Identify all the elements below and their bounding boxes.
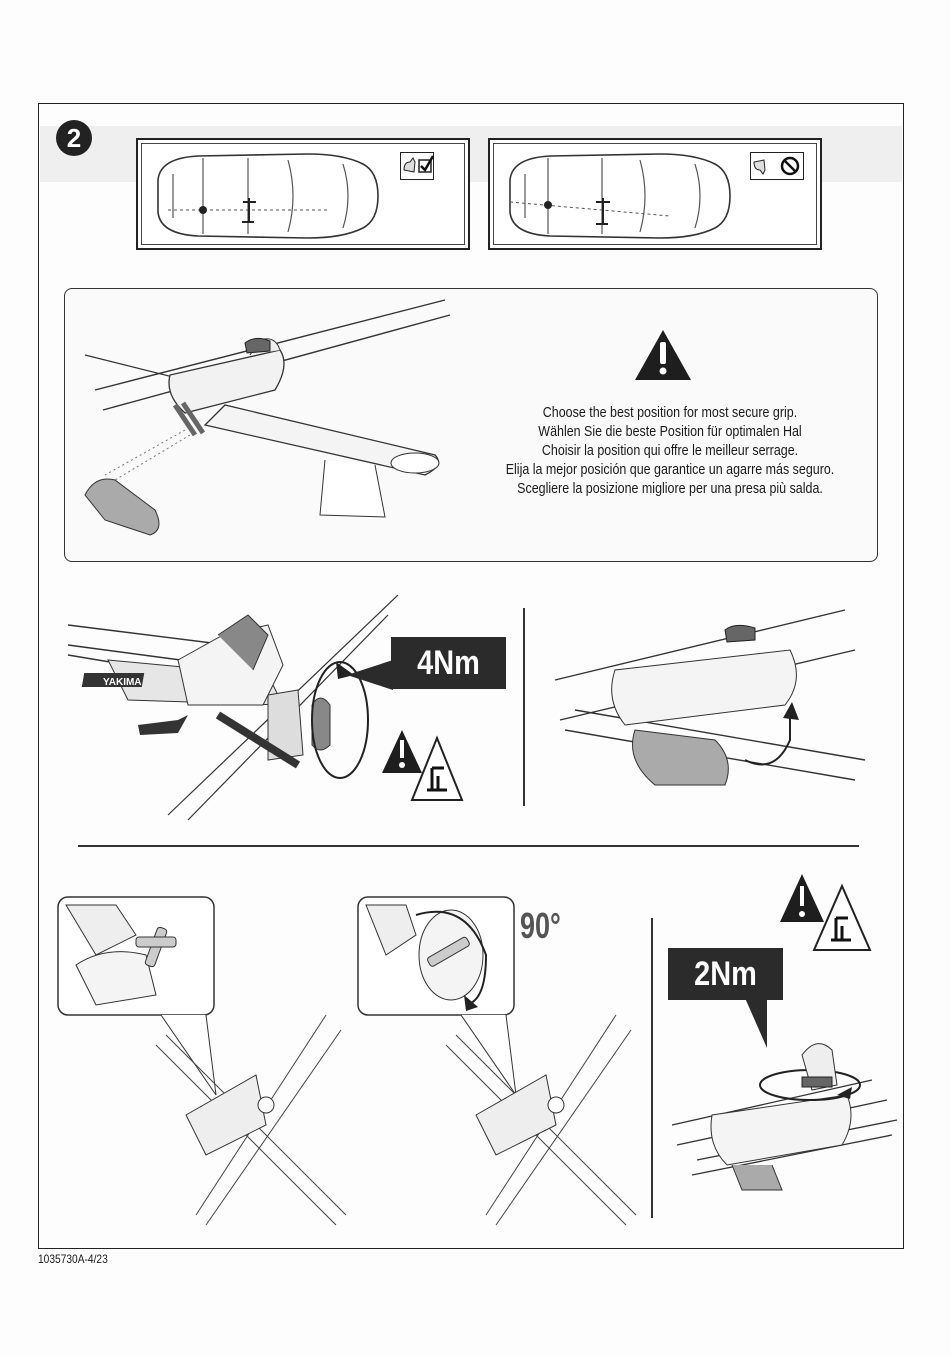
divider-vertical-mid: [523, 608, 525, 806]
check-icon: [400, 152, 434, 180]
warning-line-de: Wählen Sie die beste Position für optimalen Hal: [538, 424, 802, 440]
bar-clamp-illustration: [75, 295, 455, 555]
crossbar-closeup-illustration: [545, 610, 875, 810]
step-number-badge: 2: [56, 120, 92, 156]
brand-label: YAKIMA: [103, 677, 142, 688]
divider-horizontal: [78, 845, 859, 847]
knob-rotation-illustration: [356, 895, 656, 1225]
torque-arrow-icon: [347, 660, 393, 690]
warning-line-fr: Choisir la position qui offre le meilleur serrage.: [541, 443, 799, 459]
warning-triangle-icon: [633, 328, 693, 382]
tool-warning-icons-2: [780, 872, 870, 952]
warning-line-it: Scegliere la posizione migliore per una presa più salda.: [517, 481, 823, 497]
car-view-incorrect: [488, 138, 822, 250]
warning-line-es: Elija la mejor posición que garantice un agarre más seguro.: [505, 462, 835, 478]
warning-text: [472, 404, 868, 499]
rotation-angle: 90°: [520, 905, 561, 946]
knob-position-illustration-1: [56, 895, 356, 1225]
prohibited-icon: [750, 152, 804, 180]
car-view-correct: [136, 138, 470, 250]
knob-tightening-illustration: [672, 995, 902, 1205]
torque-value-2nm: 2Nm: [668, 948, 783, 1000]
tool-warning-icons: [382, 728, 462, 798]
warning-line-en: Choose the best position for most secure grip.: [542, 405, 798, 421]
document-id: 1035730A-4/23: [38, 1252, 108, 1266]
divider-vertical-bottom: [651, 918, 653, 1218]
torque-value-4nm: 4Nm: [391, 637, 506, 689]
